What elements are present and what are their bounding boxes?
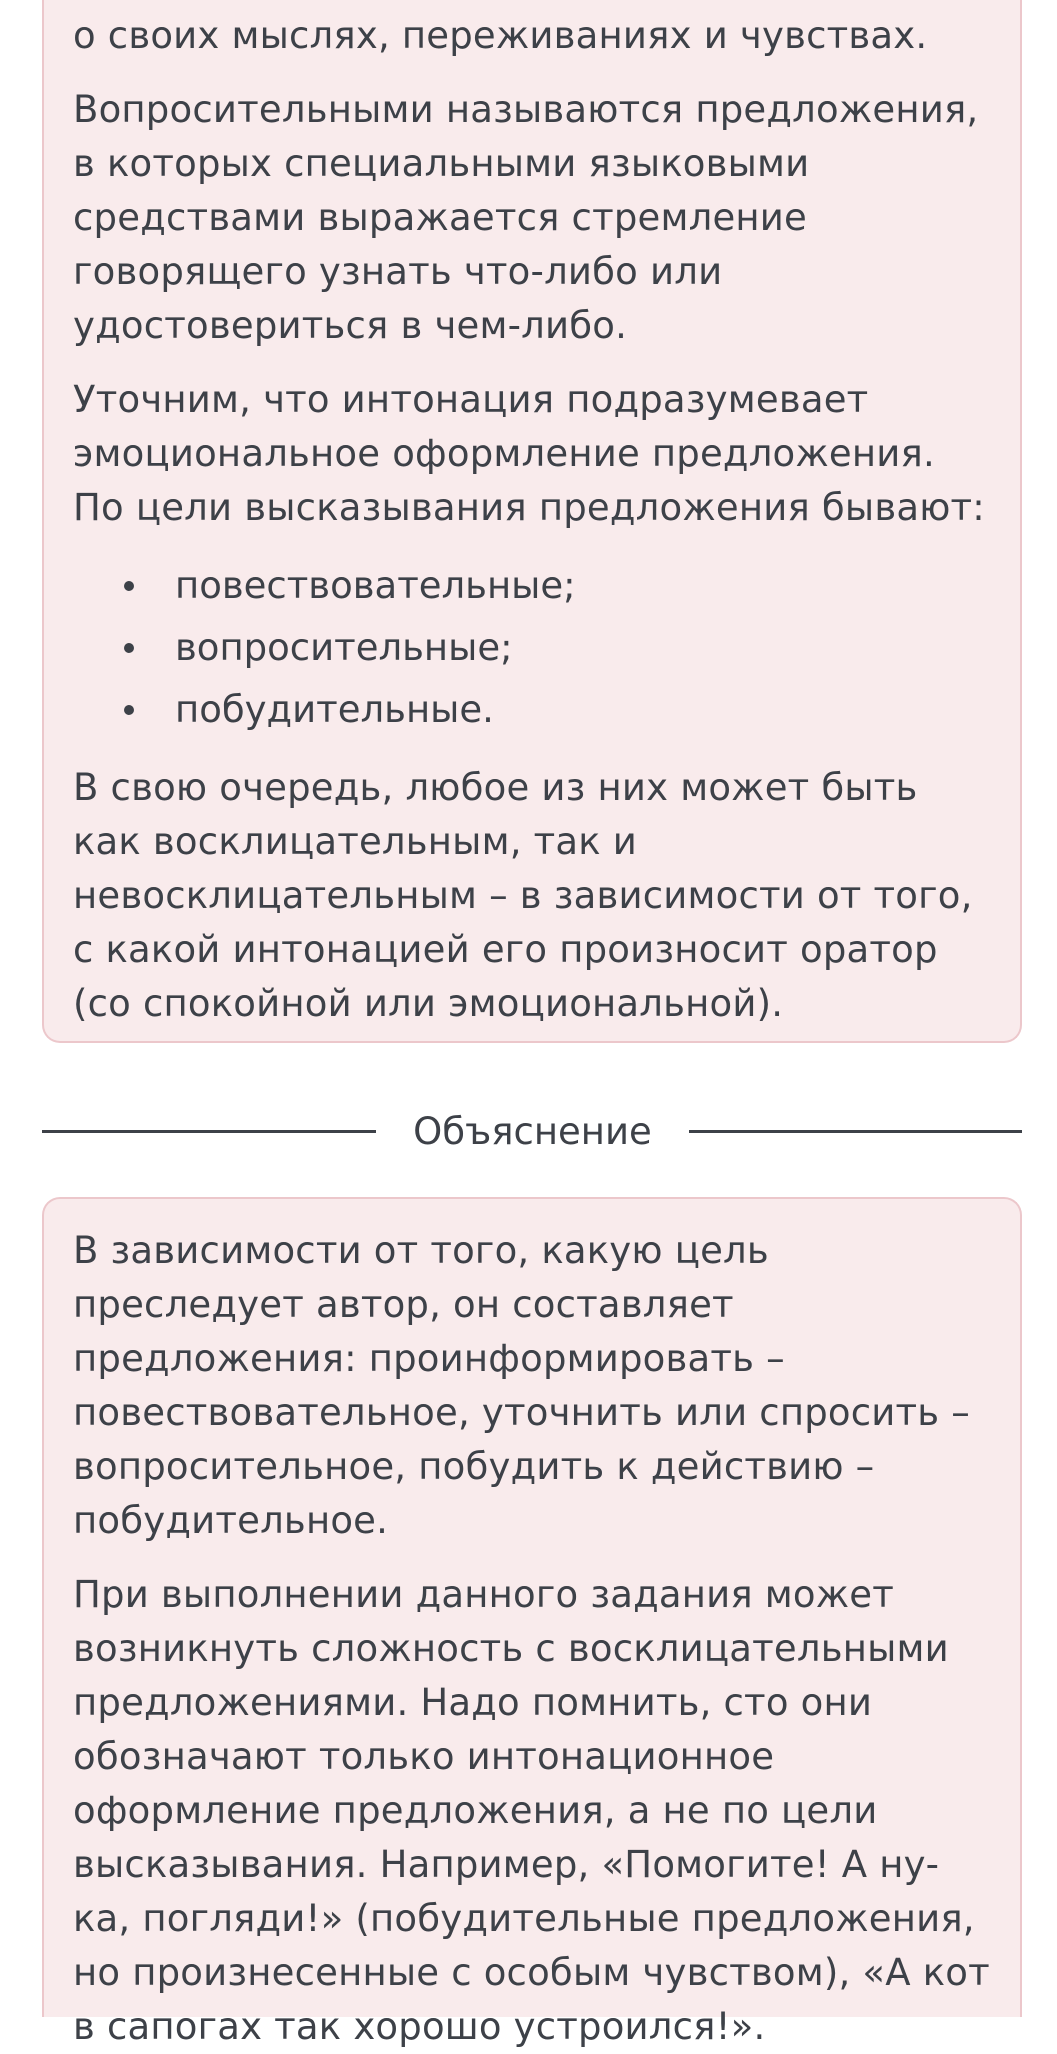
answer-paragraph-interrogative: Вопросительными называются предложения, в которых специальными языковыми средствами выражается стремление говорящего узнать что-либо или удостовериться в чем-либо. [73, 88, 979, 347]
list-item [73, 617, 992, 679]
bullet-icon [124, 581, 134, 591]
explanation-paragraph-1: В зависимости от того, какую цель преследует автор, он составляет предложения: проинформировать – повествовательное, уточнить или спросить – вопросительное, побудить к действию – побудительное. [73, 1229, 970, 1542]
explanation-heading: Объяснение [413, 1110, 652, 1153]
divider-line-left [42, 1130, 376, 1133]
answer-partial-line: о своих мыслях, переживаниях и чувствах. [73, 14, 928, 57]
sentence-types-list [73, 555, 992, 741]
list-item [73, 679, 992, 741]
answer-card [42, 0, 1022, 1043]
list-item-text: повествовательные; [175, 564, 576, 607]
explanation-divider [42, 1105, 1022, 1159]
list-item-text: побудительные. [175, 688, 494, 731]
divider-line-right [689, 1130, 1022, 1133]
explanation-card [42, 1197, 1022, 2048]
answer-paragraph-exclamatory: В свою очередь, любое из них может быть как восклицательным, так и невосклицательным – в зависимости от того, с какой интонацией его произносит оратор (со спокойной или эмоциональной). [73, 766, 973, 1025]
answer-paragraph-intonation: Уточним, что интонация подразумевает эмоциональное оформление предложения. По цели высказывания предложения бывают: [73, 378, 985, 529]
bullet-icon [124, 643, 134, 653]
bullet-icon [124, 705, 134, 715]
list-item [73, 555, 992, 617]
list-item-text: вопросительные; [175, 626, 513, 669]
explanation-paragraph-2: При выполнении данного задания может возникнуть сложность с восклицательными предложениями. Надо помнить, сто они обозначают только интонационное оформление предложения, а не по цели высказывания. Например, «Помогите! А ну-ка, погляди!» (побудительные предложения, но произнесенные с особым чувством), «А кот в сапогах так хорошо устроился!». [73, 1573, 990, 2048]
